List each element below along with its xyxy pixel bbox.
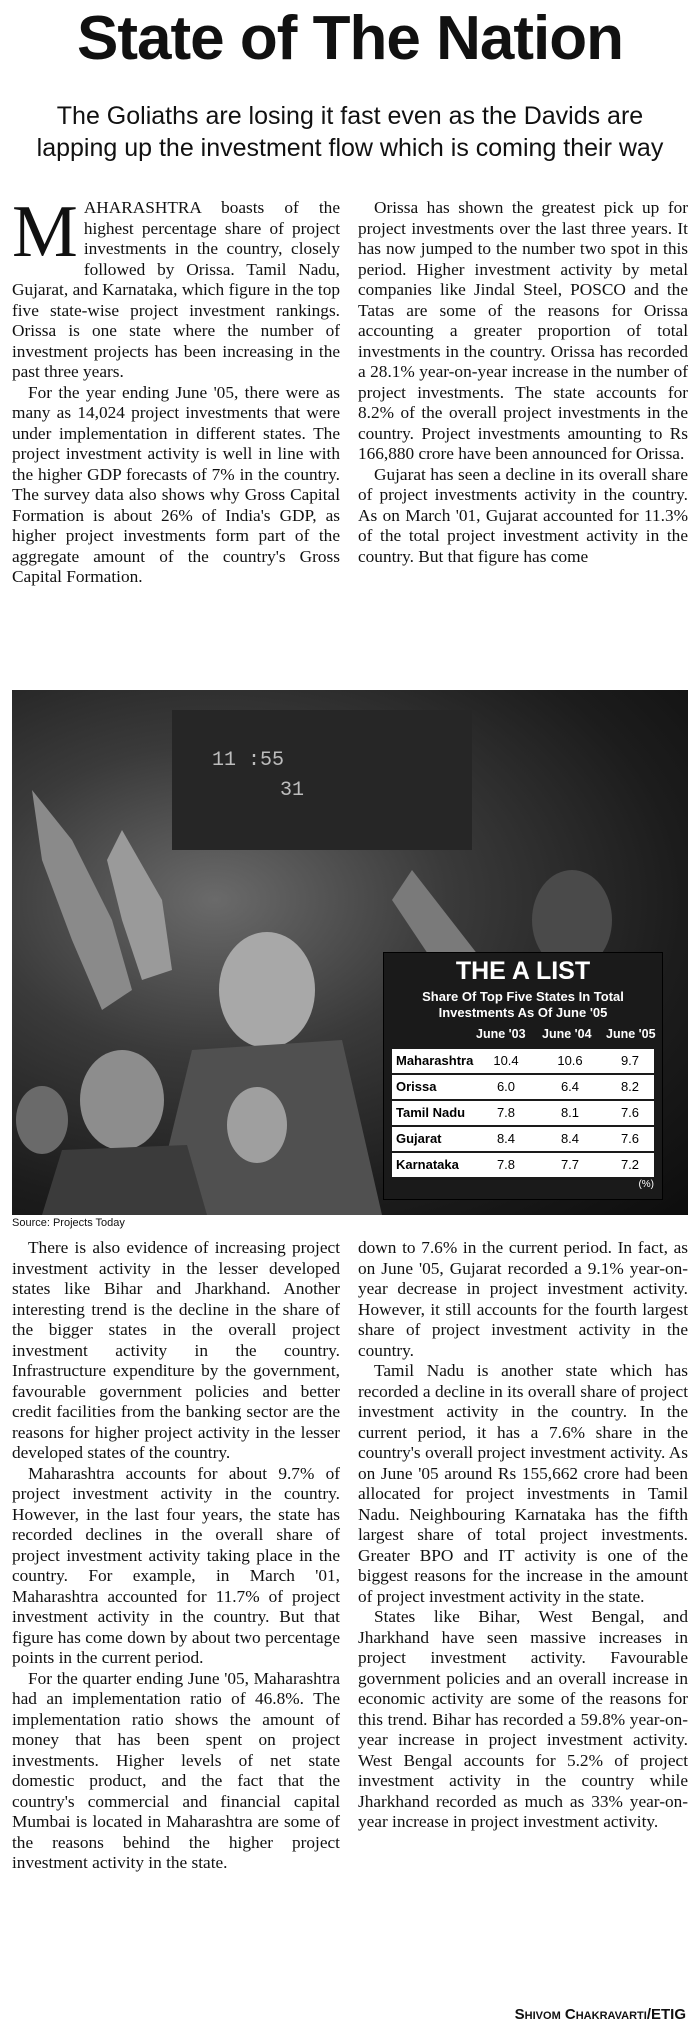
- table-cell: 10.6: [557, 1053, 583, 1068]
- paragraph: down to 7.6% in the current period. In fact, as on June '05, Gujarat recorded a 9.1% year-on-year decrease in project investment activity. However, it still accounts for the fourth largest share of project investment activity in the country.: [358, 1238, 688, 1360]
- paragraph: For the quarter ending June '05, Maharashtra had an implementation ratio of 46.8%. The implementation ratio shows the amount of money that has been spent on project investments. Higher levels of net state domestic product, and the fact that the country's commercial and financial capital Mumbai is located in Maharashtra are some of the reasons behind the higher project investment activity in the state.: [12, 1668, 340, 1872]
- paragraph: For the year ending June '05, there were as many as 14,024 project investments that were under implementation in different states. The project investment activity is well in line with the higher GDP forecasts of 7% in the country. The survey data also shows why Gross Capital Formation is about 26% of India's GDP, as higher project investments form part of the aggregate amount of the country's Gross Capital Formation.: [12, 382, 340, 586]
- paragraph: There is also evidence of increasing project investment activity in the lesser developed states like Bihar and Jharkhand. Another interesting trend is the decline in the share of the bigger states in the overall project investment activity in the country. Infrastructure expenditure by the government, favourable government policies and better credit facilities from the banking sector are the reasons for higher project activity in the lesser developed states of the country.: [12, 1238, 340, 1462]
- a-list-table: [383, 952, 663, 1200]
- column-header: June '04: [542, 1027, 592, 1041]
- paragraph: Maharashtra accounts for about 9.7% of project investment activity in the country. However, in the last four years, the state has recorded declines in the overall share of project investment activity taking place in the country. For example, in March '01, Maharashtra accounted for 11.7% of project investment activity in the country. But that figure has come down by about two percentage points in the current period.: [12, 1463, 340, 1667]
- paragraph-text: AHARASHTRA boasts of the highest percentage share of project investments in the country, closely followed by Orissa. Tamil Nadu, Gujarat, and Karnataka, which figure in the top five state-wise project investment rankings. Orissa is one state where the number of investment projects has been increasing in the past three years.: [12, 198, 340, 381]
- deck-line-1: The Goliaths are losing it fast even as the Davids are: [56, 102, 644, 130]
- table-cell: 9.7: [620, 1053, 640, 1068]
- table-cell: 6.0: [496, 1079, 516, 1094]
- table-cell: 7.6: [620, 1105, 640, 1120]
- table-row: [392, 1153, 654, 1177]
- paragraph: Gujarat has seen a decline in its overall share of project investments activity in the country. As on March '01, Gujarat accounted for 11.3% of the total project investment activity in the country. But that figure has come: [358, 464, 688, 566]
- headline: State of The Nation: [77, 4, 623, 73]
- table-cell: 8.4: [560, 1131, 580, 1146]
- column-header: June '03: [476, 1027, 526, 1041]
- table-cell: 7.2: [620, 1157, 640, 1172]
- table-cell: 6.4: [560, 1079, 580, 1094]
- photo-credit: Source: Projects Today: [12, 1217, 125, 1229]
- state-name: Gujarat: [396, 1131, 442, 1146]
- drop-cap: M: [12, 191, 78, 273]
- paragraph: States like Bihar, West Bengal, and Jharkhand have seen massive increases in project investment activity. Favourable government policies and an overall increase in economic activity are some of the reasons for this trend. Bihar has recorded a 59.8% year-on-year increase in project investment activity. West Bengal accounts for 5.2% of project investment activity in the country while Jharkhand recorded as much as 33% year-on-year increase in project investment activity.: [358, 1607, 688, 1831]
- table-row: [392, 1101, 654, 1125]
- state-name: Karnataka: [396, 1157, 459, 1172]
- bottom-right-column: [358, 1238, 688, 1833]
- board-text: 31: [280, 779, 305, 802]
- table-cell: 7.6: [620, 1131, 640, 1146]
- table-cell: 10.4: [493, 1053, 519, 1068]
- table-row: [392, 1075, 654, 1099]
- table-cell: 8.2: [620, 1079, 640, 1094]
- table-title: THE A LIST: [455, 957, 591, 985]
- paragraph: Tamil Nadu is another state which has recorded a decline in its overall share of project investment activity in the country. In the current period, it has a 7.6% share in the country's overall project investment activity. As on June '05 around Rs 155,662 crore had been allocated for project investments in Tamil Nadu. Neighbouring Karnataka has the fifth largest share of total project investments. Greater BPO and IT activity is one of the biggest reasons for the increase in the amount of project investment activity in the state.: [358, 1361, 688, 1606]
- subtitle-line: Share Of Top Five States In Total: [422, 989, 624, 1004]
- paragraph: Orissa has shown the greatest pick up for project investments over the last three years. It has now jumped to the number two spot in this period. Higher investment activity by metal companies like Jindal Steel, POSCO and the Tatas are some of the reasons for Orissa accounting a greater proportion of total investments in the country. Orissa has recorded a 28.1% year-on-year increase in the number of project investments. The state accounts for 8.2% of the overall project investments in the country. Project investments amounting to Rs 166,880 crore have been announced for Orissa.: [358, 198, 688, 463]
- paragraph: [12, 191, 340, 383]
- bottom-left-column: [12, 1238, 340, 1874]
- unit-label: (%): [638, 1179, 654, 1190]
- column-header: June '05: [606, 1027, 656, 1041]
- table-row: [392, 1127, 654, 1151]
- table-cell: 7.7: [560, 1157, 580, 1172]
- top-left-column: [12, 191, 340, 588]
- table-cell: 8.4: [496, 1131, 516, 1146]
- table-subtitle: [384, 989, 662, 1021]
- state-name: Tamil Nadu: [396, 1105, 466, 1120]
- deck: [0, 100, 700, 164]
- table-row: [392, 1049, 654, 1073]
- state-name: Orissa: [396, 1079, 437, 1094]
- state-name: Maharashtra: [396, 1053, 474, 1068]
- byline: Shivom Chakravarti/ETIG: [514, 2006, 686, 2023]
- subtitle-line: Investments As Of June '05: [438, 1005, 608, 1020]
- board-text: 11 :55: [212, 749, 285, 772]
- deck-line-2: lapping up the investment flow which is coming their way: [36, 134, 664, 162]
- table-cell: 8.1: [560, 1105, 580, 1120]
- table-cell: 7.8: [496, 1105, 516, 1120]
- table-cell: 7.8: [496, 1157, 516, 1172]
- top-right-column: [358, 198, 688, 567]
